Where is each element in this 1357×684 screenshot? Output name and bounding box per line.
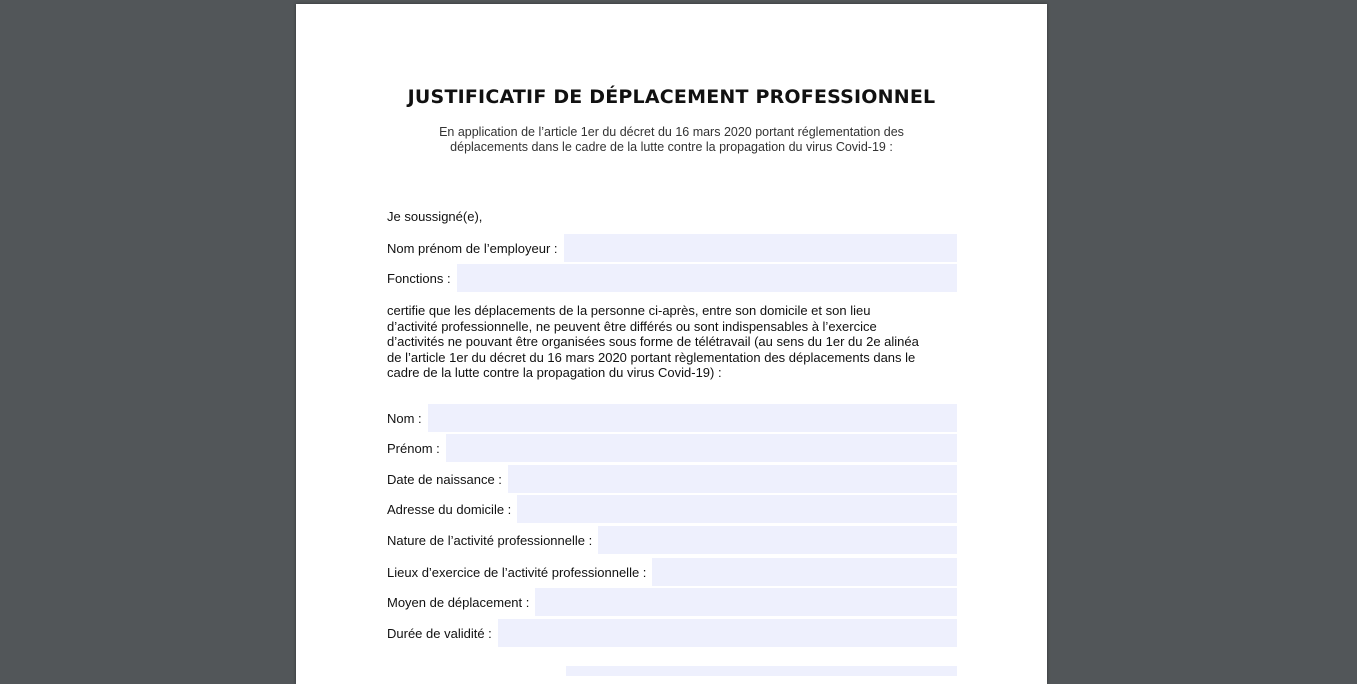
work-places-label: Lieux d’exercice de l’activité professionnelle : xyxy=(387,564,647,580)
last-name-label: Nom : xyxy=(387,410,422,426)
employer-name-input[interactable] xyxy=(564,234,957,262)
transport-mode-row xyxy=(387,588,957,616)
birth-date-label: Date de naissance : xyxy=(387,471,502,487)
employer-name-label: Nom prénom de l’employeur : xyxy=(387,240,558,256)
home-address-row xyxy=(387,495,957,523)
document-title: JUSTIFICATIF DE DÉPLACEMENT PROFESSIONNEL xyxy=(407,86,936,108)
transport-mode-input[interactable] xyxy=(535,588,957,616)
activity-nature-label: Nature de l’activité professionnelle : xyxy=(387,532,593,548)
validity-duration-label: Durée de validité : xyxy=(387,625,492,641)
work-places-row xyxy=(387,558,957,586)
document-subtitle xyxy=(386,125,957,155)
first-name-row xyxy=(387,434,957,462)
home-address-input[interactable] xyxy=(517,495,957,523)
last-name-row xyxy=(387,404,957,432)
certify-line: d’activité professionnelle, ne peuvent être différés ou sont indispensables à l’exercice xyxy=(387,318,877,334)
employer-name-row xyxy=(387,234,957,262)
certify-line: cadre de la lutte contre la propagation du virus Covid-19) : xyxy=(387,365,722,380)
cut-off-field[interactable] xyxy=(566,666,957,676)
certify-line: d’activités ne pouvant être organisées sous forme de télétravail (au sens du 1er du 2e alinéa xyxy=(387,334,919,349)
certify-line: de l’article 1er du décret du 16 mars 2020 portant règlementation des déplacements dans le xyxy=(387,349,916,365)
employer-function-label: Fonctions : xyxy=(387,270,451,286)
home-address-label: Adresse du domicile : xyxy=(387,501,512,517)
activity-nature-row xyxy=(387,526,957,554)
validity-duration-row xyxy=(387,619,957,647)
first-name-input[interactable] xyxy=(446,434,957,462)
transport-mode-label: Moyen de déplacement : xyxy=(387,594,530,610)
certification-paragraph xyxy=(387,303,957,381)
birth-date-row xyxy=(387,465,957,493)
certify-line: certifie que les déplacements de la personne ci-après, entre son domicile et son lieu xyxy=(387,303,871,318)
intro-text: Je soussigné(e), xyxy=(387,209,483,224)
validity-duration-input[interactable] xyxy=(498,619,957,647)
last-name-input[interactable] xyxy=(428,404,957,432)
first-name-label: Prénom : xyxy=(387,440,440,456)
subtitle-line: déplacements dans le cadre de la lutte contre la propagation du virus Covid-19 : xyxy=(450,140,893,154)
document-page xyxy=(296,4,1047,684)
employer-function-row xyxy=(387,264,957,292)
birth-date-input[interactable] xyxy=(508,465,957,493)
subtitle-line: En application de l’article 1er du décret du 16 mars 2020 portant réglementation des xyxy=(439,125,904,139)
work-places-input[interactable] xyxy=(652,558,957,586)
activity-nature-input[interactable] xyxy=(598,526,957,554)
employer-function-input[interactable] xyxy=(457,264,957,292)
